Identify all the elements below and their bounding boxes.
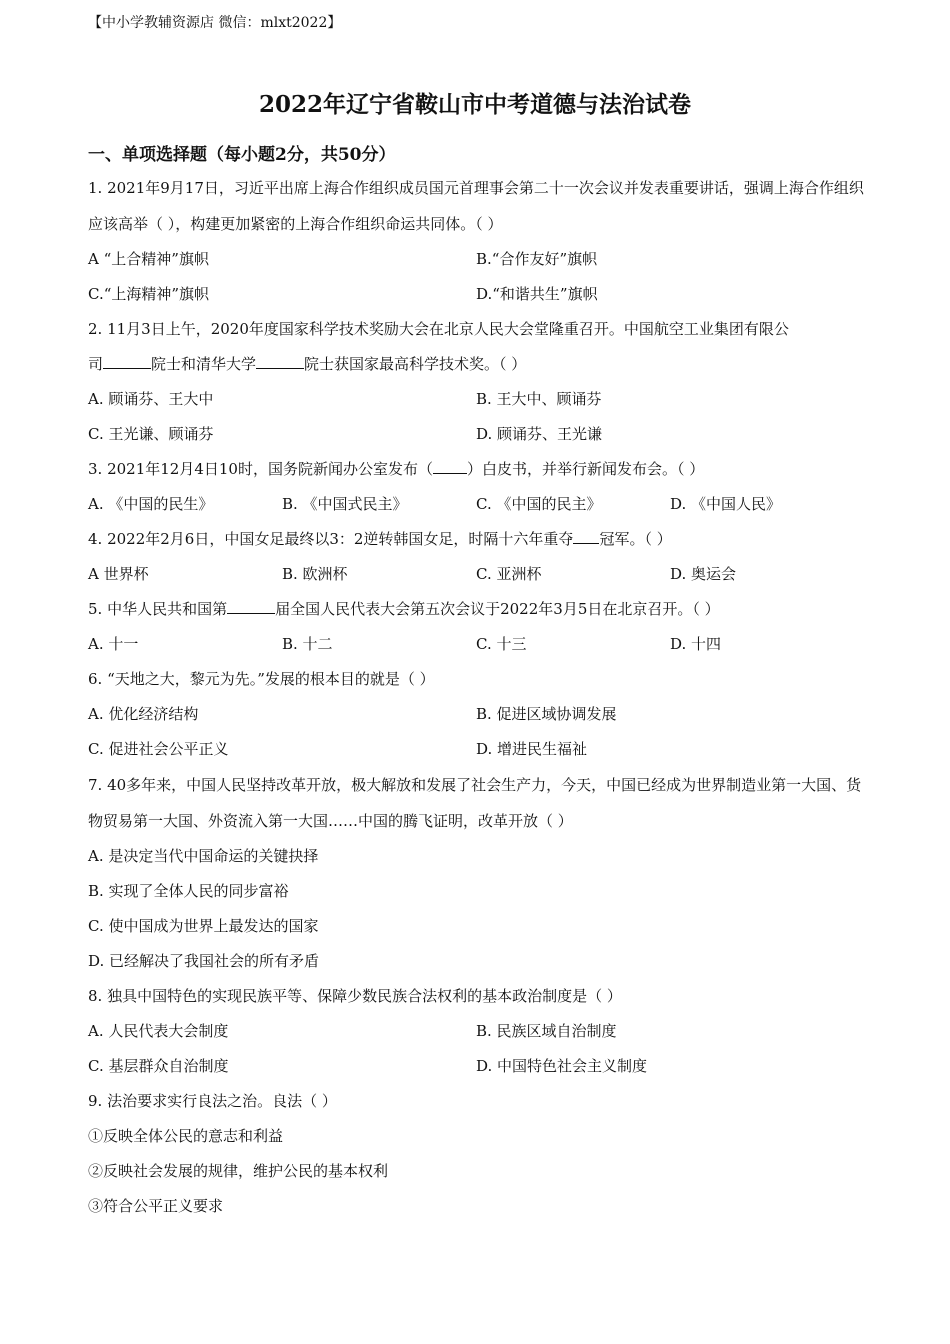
q1-option-d: D.“和谐共生”旗帜 bbox=[476, 285, 598, 303]
q5-option-a: A. 十一 bbox=[88, 635, 139, 653]
answer-blank bbox=[103, 368, 151, 369]
q3-option-d: D. 《中国人民》 bbox=[670, 495, 782, 513]
question-9: 9. 法治要求实行良法之治。良法（ ） bbox=[88, 1092, 337, 1110]
q6-options-row2 bbox=[88, 732, 868, 767]
q7-option-d: D. 已经解决了我国社会的所有矛盾 bbox=[88, 952, 320, 970]
q2-options-row2 bbox=[88, 417, 868, 452]
q4-option-a: A 世界杯 bbox=[88, 565, 149, 583]
q8-option-a: A. 人民代表大会制度 bbox=[88, 1022, 229, 1040]
q3-text-1: 3. 2021年12月4日10时，国务院新闻办公室发布（ bbox=[88, 460, 433, 478]
question-8: 8. 独具中国特色的实现民族平等、保障少数民族合法权利的基本政治制度是（ ） bbox=[88, 987, 622, 1005]
q1-options-row1 bbox=[88, 242, 868, 277]
q1-option-c: C.“上海精神”旗帜 bbox=[88, 285, 210, 303]
q5-option-d: D. 十四 bbox=[670, 635, 722, 653]
question-list bbox=[88, 170, 868, 1224]
question-2-line2 bbox=[88, 347, 868, 382]
q4-text-1: 4. 2022年2月6日，中国女足最终以3：2逆转韩国女足，时隔十六年重夺 bbox=[88, 530, 574, 548]
q6-option-c: C. 促进社会公平正义 bbox=[88, 740, 229, 758]
question-1: 1. 2021年9月17日，习近平出席上海合作组织成员国元首理事会第二十一次会议并发表重要讲话，强调上海合作组织应该高举（ ），构建更加紧密的上海合作组织命运共同体。（ ） bbox=[88, 179, 864, 233]
q6-option-d: D. 增进民生福祉 bbox=[476, 740, 588, 758]
q2-option-b: B. 王大中、顾诵芬 bbox=[476, 390, 602, 408]
q8-options-row1 bbox=[88, 1014, 868, 1049]
q5-options bbox=[88, 627, 868, 662]
question-3 bbox=[88, 452, 868, 487]
q7-option-c: C. 使中国成为世界上最发达的国家 bbox=[88, 917, 319, 935]
q4-option-d: D. 奥运会 bbox=[670, 565, 737, 583]
q2-text-2: 院士和清华大学 bbox=[151, 355, 257, 373]
q5-option-c: C. 十三 bbox=[476, 635, 527, 653]
q2-option-d: D. 顾诵芬、王光谦 bbox=[476, 425, 603, 443]
q3-option-a: A. 《中国的民生》 bbox=[88, 495, 214, 513]
question-5 bbox=[88, 592, 868, 627]
question-2-line1: 2. 11月3日上午，2020年度国家科学技术奖励大会在北京人民大会堂隆重召开。中国航空工业集团有限公 bbox=[88, 320, 789, 338]
q3-option-b: B. 《中国式民主》 bbox=[282, 495, 408, 513]
q6-option-b: B. 促进区域协调发展 bbox=[476, 705, 617, 723]
q3-options bbox=[88, 487, 868, 522]
q4-options bbox=[88, 557, 868, 592]
q6-options-row1 bbox=[88, 697, 868, 732]
answer-blank bbox=[256, 368, 304, 369]
q7-option-b: B. 实现了全体人民的同步富裕 bbox=[88, 882, 289, 900]
q2-options-row1 bbox=[88, 382, 868, 417]
q3-text-2: ）白皮书，并举行新闻发布会。（ ） bbox=[466, 460, 705, 478]
question-7: 7. 40多年来，中国人民坚持改革开放，极大解放和发展了社会生产力，今天，中国已经成为世界制造业第一大国、货物贸易第一大国、外资流入第一大国……中国的腾飞证明，改革开放（ ） bbox=[88, 776, 862, 830]
q8-option-b: B. 民族区域自治制度 bbox=[476, 1022, 617, 1040]
q4-option-c: C. 亚洲杯 bbox=[476, 565, 542, 583]
q2-text-1: 司 bbox=[88, 355, 104, 373]
q1-option-b: B.“合作友好”旗帜 bbox=[476, 250, 598, 268]
answer-blank bbox=[227, 613, 275, 614]
answer-blank bbox=[433, 473, 467, 474]
question-4 bbox=[88, 522, 868, 557]
q8-option-d: D. 中国特色社会主义制度 bbox=[476, 1057, 648, 1075]
q7-option-a: A. 是决定当代中国命运的关键抉择 bbox=[88, 847, 319, 865]
q4-text-2: 冠军。（ ） bbox=[599, 530, 672, 548]
q5-text-1: 5. 中华人民共和国第 bbox=[88, 600, 228, 618]
q9-item-2: ②反映社会发展的规律，维护公民的基本权利 bbox=[88, 1162, 389, 1180]
q9-item-1: ①反映全体公民的意志和利益 bbox=[88, 1127, 284, 1145]
q6-option-a: A. 优化经济结构 bbox=[88, 705, 199, 723]
section-heading: 一、单项选择题（每小题2分，共50分） bbox=[88, 145, 396, 165]
exam-title: 2022年辽宁省鞍山市中考道德与法治试卷 bbox=[258, 91, 691, 118]
q2-option-a: A. 顾诵芬、王大中 bbox=[88, 390, 214, 408]
q8-option-c: C. 基层群众自治制度 bbox=[88, 1057, 229, 1075]
q1-options-row2 bbox=[88, 277, 868, 312]
header-note: 【中小学教辅资源店 微信：mlxt2022】 bbox=[88, 15, 342, 31]
answer-blank bbox=[573, 543, 599, 544]
q3-option-c: C. 《中国的民主》 bbox=[476, 495, 602, 513]
q1-option-a: A “上合精神”旗帜 bbox=[88, 250, 209, 268]
q4-option-b: B. 欧洲杯 bbox=[282, 565, 348, 583]
q9-item-3: ③符合公平正义要求 bbox=[88, 1197, 224, 1215]
q2-option-c: C. 王光谦、顾诵芬 bbox=[88, 425, 214, 443]
q5-text-2: 届全国人民代表大会第五次会议于2022年3月5日在北京召开。（ ） bbox=[275, 600, 720, 618]
q2-text-3: 院士获国家最高科学技术奖。（ ） bbox=[304, 355, 527, 373]
question-6: 6. “天地之大，黎元为先。”发展的根本目的就是（ ） bbox=[88, 670, 435, 688]
q5-option-b: B. 十二 bbox=[282, 635, 333, 653]
q8-options-row2 bbox=[88, 1049, 868, 1084]
